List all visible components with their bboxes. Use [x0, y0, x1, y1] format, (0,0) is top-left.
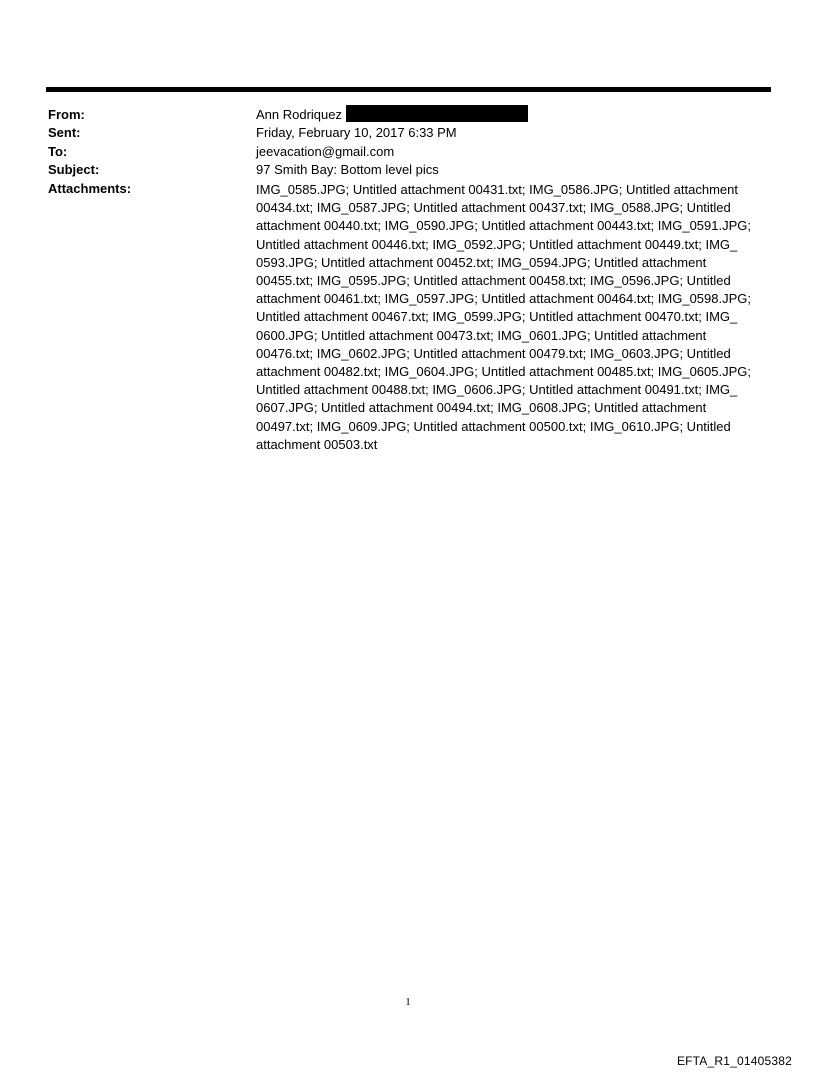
to-label: To:: [48, 144, 68, 159]
attachment-line: 0607.JPG; Untitled attachment 00494.txt; IMG_0608.JPG; Untitled attachment: [256, 400, 707, 416]
attachments-label: Attachments:: [48, 181, 132, 196]
attachment-line: 0593.JPG; Untitled attachment 00452.txt; IMG_0594.JPG; Untitled attachment: [256, 254, 707, 270]
attachment-line: Untitled attachment 00446.txt; IMG_0592.JPG; Untitled attachment 00449.txt; IMG_: [256, 236, 738, 252]
to-value: jeevacation@gmail.com: [256, 144, 395, 159]
sent-label: Sent:: [48, 125, 81, 140]
attachment-line: 00434.txt; IMG_0587.JPG; Untitled attachment 00437.txt; IMG_0588.JPG; Untitled: [256, 200, 731, 216]
attachment-line: 00497.txt; IMG_0609.JPG; Untitled attachment 00500.txt; IMG_0610.JPG; Untitled: [256, 418, 731, 434]
attachment-line: 00476.txt; IMG_0602.JPG; Untitled attachment 00479.txt; IMG_0603.JPG; Untitled: [256, 345, 731, 361]
attachment-line: IMG_0585.JPG; Untitled attachment 00431.txt; IMG_0586.JPG; Untitled attachment: [256, 182, 738, 197]
from-label: From:: [48, 107, 85, 122]
subject-label: Subject:: [48, 162, 100, 177]
attachment-line: attachment 00440.txt; IMG_0590.JPG; Untitled attachment 00443.txt; IMG_0591.JPG;: [256, 218, 751, 234]
document-id: EFTA_R1_01405382: [676, 1054, 792, 1068]
from-value: Ann Rodriquez: [256, 107, 342, 122]
attachments-list: [256, 181, 751, 454]
attachment-line: 0600.JPG; Untitled attachment 00473.txt; IMG_0601.JPG; Untitled attachment: [256, 327, 707, 343]
redaction-block: [346, 105, 528, 122]
subject-value: 97 Smith Bay: Bottom level pics: [256, 162, 439, 177]
attachment-line: Untitled attachment 00467.txt; IMG_0599.JPG; Untitled attachment 00470.txt; IMG_: [256, 309, 738, 325]
page-number: 1: [405, 996, 411, 1008]
attachment-line: attachment 00461.txt; IMG_0597.JPG; Untitled attachment 00464.txt; IMG_0598.JPG;: [256, 291, 751, 307]
header-rule: [46, 87, 771, 92]
attachment-line: attachment 00503.txt: [256, 436, 378, 452]
attachment-line: 00455.txt; IMG_0595.JPG; Untitled attachment 00458.txt; IMG_0596.JPG; Untitled: [256, 273, 731, 289]
sent-value: Friday, February 10, 2017 6:33 PM: [256, 125, 457, 140]
attachment-line: attachment 00482.txt; IMG_0604.JPG; Untitled attachment 00485.txt; IMG_0605.JPG;: [256, 364, 751, 380]
attachment-line: Untitled attachment 00488.txt; IMG_0606.JPG; Untitled attachment 00491.txt; IMG_: [256, 382, 738, 398]
